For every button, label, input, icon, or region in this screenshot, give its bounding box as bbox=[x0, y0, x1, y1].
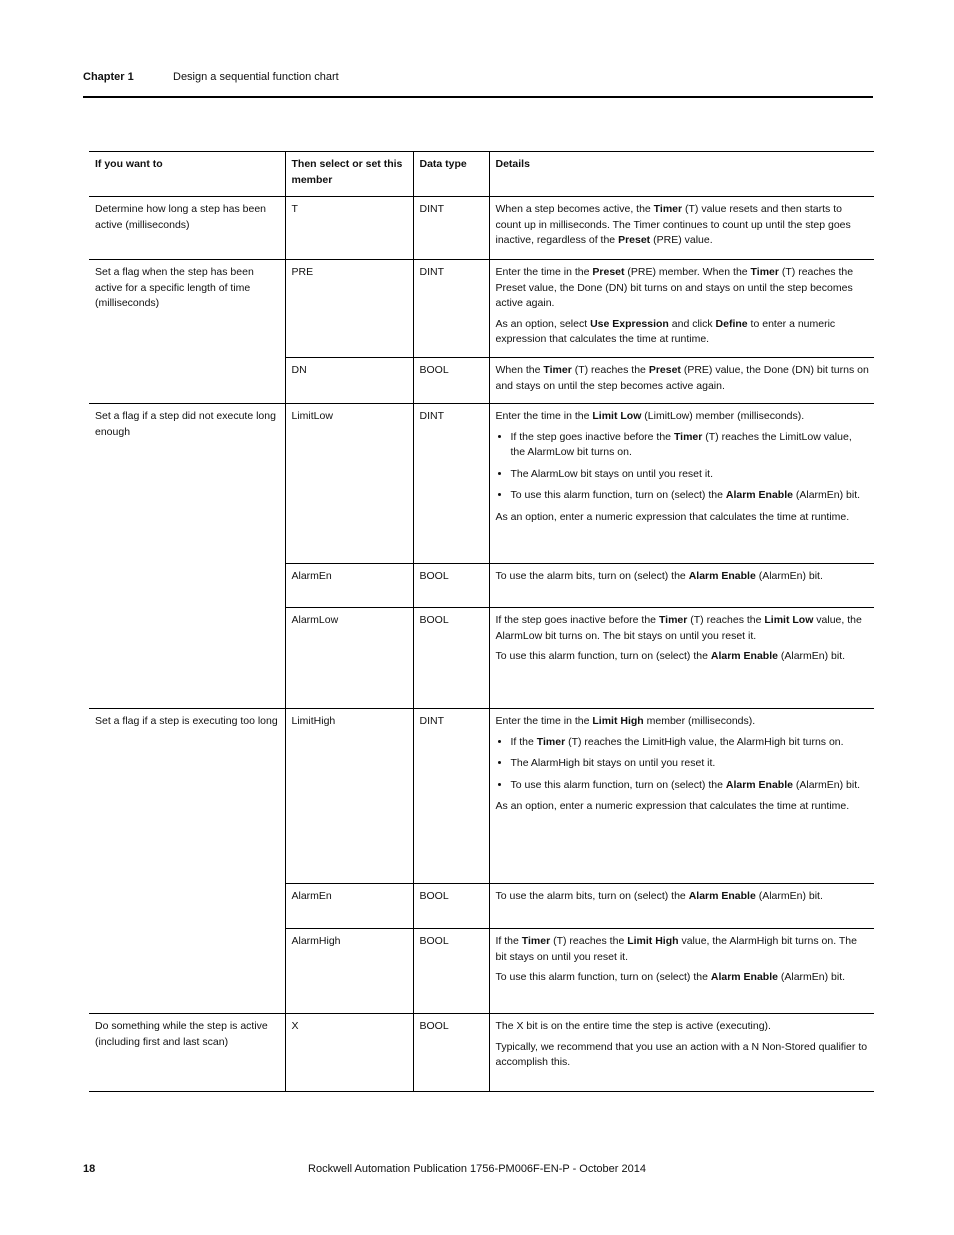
want-cell: Set a flag when the step has been active for a specific length of time (milliseconds) bbox=[89, 260, 285, 404]
header-cell: If you want to bbox=[89, 152, 285, 197]
want-cell: Set a flag if a step did not execute long enough bbox=[89, 404, 285, 709]
details-cell bbox=[489, 709, 874, 884]
details-text: As an option, select Use Expression and click Define to enter a numeric expression that calculates the time at runtime. bbox=[495, 317, 836, 345]
member-cell: AlarmEn bbox=[285, 564, 413, 608]
member-cell: LimitLow bbox=[285, 404, 413, 564]
list-item: • If the step goes inactive before the Timer (T) reaches the LimitLow value, the AlarmLow bit turns on. bbox=[511, 430, 870, 461]
table-row bbox=[89, 709, 874, 884]
member-cell: PRE bbox=[285, 260, 413, 358]
type-cell: BOOL bbox=[413, 884, 489, 929]
page-header bbox=[83, 70, 873, 98]
member-cell: LimitHigh bbox=[285, 709, 413, 884]
member-cell: T bbox=[285, 197, 413, 260]
details-text: When the Timer (T) reaches the Preset (PRE) value, the Done (DN) bit turns on and stays on until the step becomes active again. bbox=[495, 364, 869, 392]
type-cell: BOOL bbox=[413, 929, 489, 1014]
details-text: As an option, enter a numeric expression that calculates the time at runtime. bbox=[495, 510, 850, 523]
type-cell: BOOL bbox=[413, 564, 489, 608]
want-cell: Set a flag if a step is executing too long bbox=[89, 709, 285, 1014]
details-cell bbox=[489, 884, 874, 929]
table-row bbox=[89, 260, 874, 358]
publication-info: Rockwell Automation Publication 1756-PM006F-EN-P - October 2014 bbox=[308, 1163, 646, 1175]
chapter-label: Chapter 1 bbox=[83, 71, 134, 83]
member-cell: AlarmEn bbox=[285, 884, 413, 929]
member-cell: DN bbox=[285, 358, 413, 404]
type-cell: BOOL bbox=[413, 608, 489, 709]
details-text: If the step goes inactive before the Timer (T) reaches the Limit Low value, the AlarmLow bit turns on. The bit stays on until you reset it. bbox=[495, 614, 862, 642]
table-row bbox=[89, 404, 874, 564]
member-cell: X bbox=[285, 1014, 413, 1092]
details-text: If the Timer (T) reaches the Limit High value, the AlarmHigh bit turns on. The bit stays on until you reset it. bbox=[495, 935, 857, 963]
list-item: • To use this alarm function, turn on (select) the Alarm Enable (AlarmEn) bit. bbox=[511, 488, 870, 504]
details-text: Enter the time in the Limit Low (LimitLow) member (milliseconds). bbox=[495, 410, 805, 422]
details-text: To use the alarm bits, turn on (select) the Alarm Enable (AlarmEn) bit. bbox=[495, 890, 823, 902]
type-cell: BOOL bbox=[413, 358, 489, 404]
want-cell: Do something while the step is active (including first and last scan) bbox=[89, 1014, 285, 1092]
chapter-title: Design a sequential function chart bbox=[173, 71, 339, 83]
type-cell: DINT bbox=[413, 404, 489, 564]
details-text: Typically, we recommend that you use an action with a N Non-Stored qualifier to accomplish this. bbox=[495, 1040, 868, 1068]
member-cell: AlarmHigh bbox=[285, 929, 413, 1014]
list-item: • The AlarmLow bit stays on until you reset it. bbox=[511, 467, 870, 483]
details-cell bbox=[489, 260, 874, 358]
type-cell: DINT bbox=[413, 260, 489, 358]
details-text: When a step becomes active, the Timer (T) value resets and then starts to count up in milliseconds. The Timer continues to count up until the step goes inactive, regardless of the Preset (PRE) value. bbox=[495, 203, 851, 246]
details-cell bbox=[489, 404, 874, 564]
details-text: To use this alarm function, turn on (select) the Alarm Enable (AlarmEn) bit. bbox=[495, 650, 846, 662]
header-cell: Data type bbox=[413, 152, 489, 197]
table-header-row bbox=[89, 152, 874, 197]
want-cell: Determine how long a step has been active (milliseconds) bbox=[89, 197, 285, 260]
header-cell: Then select or set this member bbox=[285, 152, 413, 197]
type-cell: BOOL bbox=[413, 1014, 489, 1092]
details-text: Enter the time in the Preset (PRE) member. When the Timer (T) reaches the Preset value, the Done (DN) bit turns on and stays on until the step becomes active again. bbox=[495, 266, 854, 309]
details-cell bbox=[489, 929, 874, 1014]
details-text: Enter the time in the Limit High member (milliseconds). bbox=[495, 715, 756, 727]
details-text: To use the alarm bits, turn on (select) the Alarm Enable (AlarmEn) bit. bbox=[495, 570, 823, 582]
details-text: The X bit is on the entire time the step is active (executing). bbox=[495, 1020, 771, 1032]
details-text: As an option, enter a numeric expression that calculates the time at runtime. bbox=[495, 800, 850, 812]
list-item: • To use this alarm function, turn on (select) the Alarm Enable (AlarmEn) bit. bbox=[511, 778, 870, 794]
details-cell bbox=[489, 197, 874, 260]
page-number: 18 bbox=[83, 1163, 96, 1175]
table-row bbox=[89, 197, 874, 260]
member-cell: AlarmLow bbox=[285, 608, 413, 709]
bullet-list bbox=[496, 430, 870, 504]
type-cell: DINT bbox=[413, 709, 489, 884]
list-item: • The AlarmHigh bit stays on until you reset it. bbox=[511, 756, 870, 772]
details-cell bbox=[489, 608, 874, 709]
header-cell: Details bbox=[489, 152, 874, 197]
list-item: • If the Timer (T) reaches the LimitHigh value, the AlarmHigh bit turns on. bbox=[511, 735, 870, 751]
table-row bbox=[89, 1014, 874, 1092]
step-members-table bbox=[89, 151, 874, 1092]
type-cell: DINT bbox=[413, 197, 489, 260]
bullet-list bbox=[496, 735, 870, 794]
details-cell bbox=[489, 1014, 874, 1092]
details-cell bbox=[489, 358, 874, 404]
details-cell bbox=[489, 564, 874, 608]
details-text: To use this alarm function, turn on (select) the Alarm Enable (AlarmEn) bit. bbox=[495, 971, 846, 983]
